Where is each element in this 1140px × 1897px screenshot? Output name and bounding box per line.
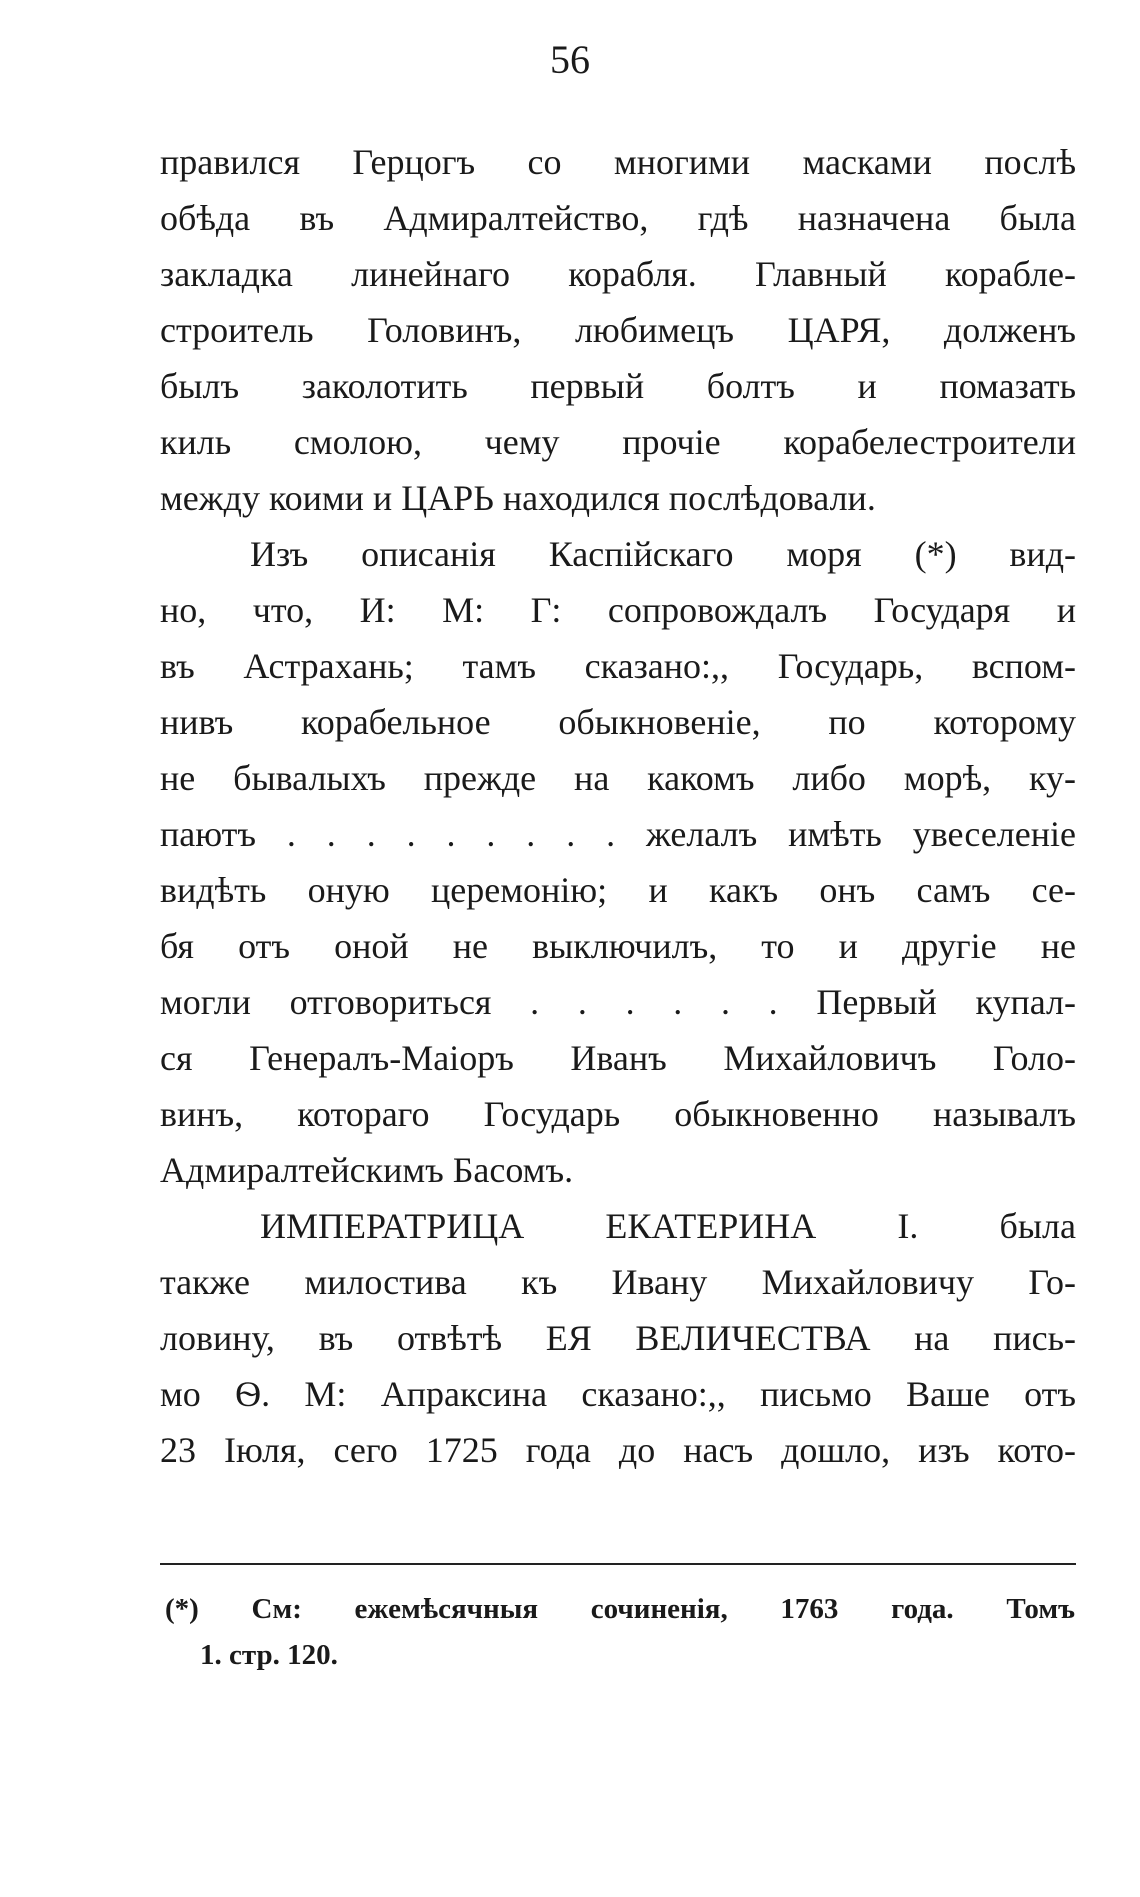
text-line: въ Астрахань; тамъ сказано:,, Государь, вспом- <box>160 646 1076 686</box>
text-line: нивъ корабельное обыкновеніе, по которому <box>160 702 1076 742</box>
text-line: между коими и ЦАРЬ находился послѣдовали. <box>160 478 876 518</box>
footnote-divider <box>160 1563 1076 1565</box>
footnote-line: 1. стр. 120. <box>200 1639 338 1671</box>
text-line: ловину, въ отвѣтѣ ЕЯ ВЕЛИЧЕСТВА на пись- <box>160 1318 1076 1358</box>
text-line: закладка линейнаго корабля. Главный корабле- <box>160 254 1076 294</box>
text-line: но, что, И: М: Г: сопровождалъ Государя и <box>160 590 1076 630</box>
text-line: обѣда въ Адмиралтейство, гдѣ назначена была <box>160 198 1076 238</box>
text-line: видѣть оную церемонію; и какъ онъ самъ се- <box>160 870 1076 910</box>
page-number: 56 <box>550 37 590 82</box>
footnote <box>165 1586 1075 1678</box>
text-line: бя отъ оной не выключилъ, то и другіе не <box>160 926 1076 966</box>
text-line: 23 Іюля, сего 1725 года до насъ дошло, изъ кото- <box>160 1430 1076 1470</box>
text-line: былъ заколотить первый болтъ и помазать <box>160 366 1076 406</box>
text-line: Изъ описанія Каспійскаго моря (*) вид- <box>250 534 1076 574</box>
text-line: не бывалыхъ прежде на какомъ либо морѣ, ку- <box>160 758 1076 798</box>
text-line: винъ, котораго Государь обыкновенно называлъ <box>160 1094 1076 1134</box>
text-line: правился Герцогъ со многими масками послѣ <box>160 142 1076 182</box>
footnote-line: (*) См: ежемѣсячныя сочиненія, 1763 года. Томъ <box>165 1593 1075 1625</box>
text-line: ся Генералъ-Маіоръ Иванъ Михайловичъ Голо- <box>160 1038 1076 1078</box>
text-line: также милостива къ Ивану Михайловичу Го- <box>160 1262 1076 1302</box>
text-line: киль смолою, чему прочіе корабелестроители <box>160 422 1076 462</box>
text-line: паютъ . . . . . . . . . желалъ имѣть увеселеніе <box>160 814 1076 854</box>
text-line: могли отговориться . . . . . . Первый купал- <box>160 982 1076 1022</box>
text-line: мо Ѳ. М: Апраксина сказано:,, письмо Ваше отъ <box>160 1374 1076 1414</box>
text-line: строитель Головинъ, любимецъ ЦАРЯ, долженъ <box>160 310 1076 350</box>
text-line: Адмиралтейскимъ Басомъ. <box>160 1150 574 1190</box>
body-text <box>160 134 1076 1478</box>
text-line: ИМПЕРАТРИЦА ЕКАТЕРИНА I. была <box>260 1206 1076 1246</box>
